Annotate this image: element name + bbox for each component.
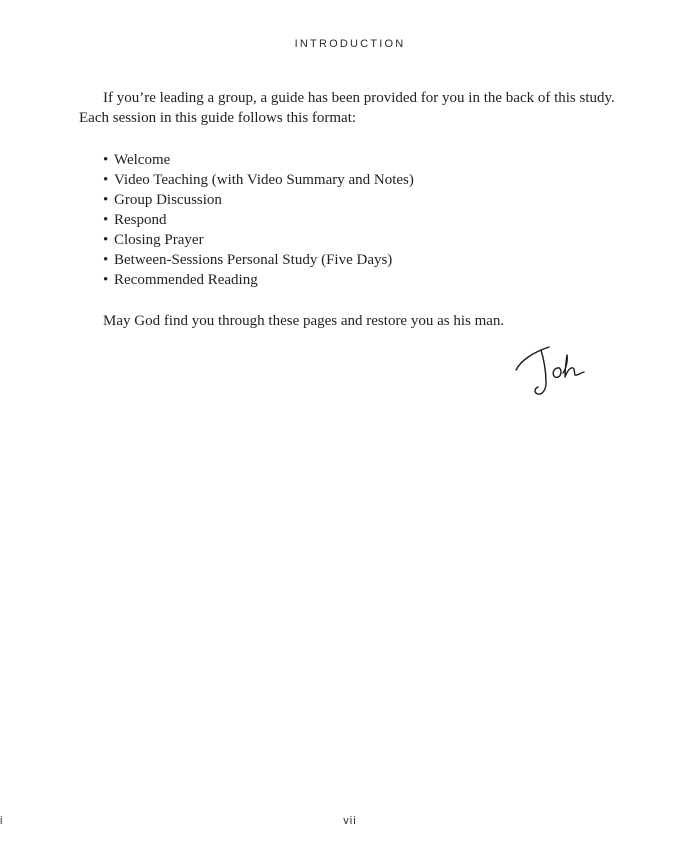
bullet-glyph: • xyxy=(103,212,109,228)
body-text xyxy=(79,88,624,331)
list-item-label: Welcome xyxy=(114,152,171,168)
list-item xyxy=(103,270,624,290)
bullet-glyph: • xyxy=(103,252,109,268)
bullet-glyph: • xyxy=(103,172,109,188)
running-head: INTRODUCTION xyxy=(294,38,406,50)
facing-page-number: i xyxy=(0,815,3,827)
list-item xyxy=(103,230,624,250)
signature xyxy=(512,338,598,402)
format-list xyxy=(79,150,624,290)
bullet-glyph: • xyxy=(103,272,109,288)
list-item-label: Recommended Reading xyxy=(114,272,258,288)
list-item-label: Between-Sessions Personal Study (Five Days) xyxy=(114,252,393,268)
list-item-label: Video Teaching (with Video Summary and Notes) xyxy=(114,172,414,188)
list-item xyxy=(103,250,624,270)
list-item xyxy=(103,210,624,230)
list-item-label: Group Discussion xyxy=(114,192,222,208)
bullet-glyph: • xyxy=(103,192,109,208)
intro-paragraph: If you’re leading a group, a guide has been provided for you in the back of this study. Each session in this guide follows this format: xyxy=(79,90,615,126)
list-item-label: Closing Prayer xyxy=(114,232,204,248)
list-item-label: Respond xyxy=(114,212,167,228)
list-item xyxy=(103,150,624,170)
list-item xyxy=(103,170,624,190)
page-number: vii xyxy=(343,815,357,827)
closing-paragraph: May God find you through these pages and restore you as his man. xyxy=(103,313,505,329)
bullet-glyph: • xyxy=(103,232,109,248)
bullet-glyph: • xyxy=(103,152,109,168)
list-item xyxy=(103,190,624,210)
